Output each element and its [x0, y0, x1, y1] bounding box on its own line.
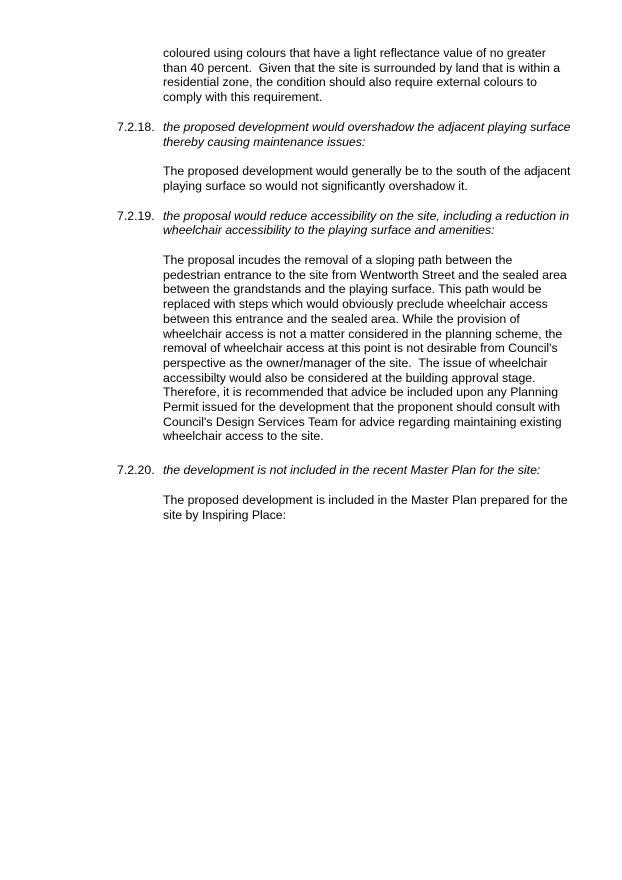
section-number: 7.2.20. — [117, 463, 155, 478]
section-heading: the proposal would reduce accessibility on the site, including a reduction in wheelchair accessibility to the playing surface and amenities: — [163, 208, 573, 238]
section-paragraph: The proposed development is included in the Master Plan prepared for the site by Inspiring Place: — [163, 492, 572, 522]
section-number: 7.2.18. — [117, 119, 155, 134]
section-heading: the proposed development would overshadow the adjacent playing surface thereby causing maintenance issues: — [163, 119, 574, 149]
section-heading-row — [117, 209, 573, 238]
section-heading-row — [117, 120, 573, 149]
section-7-2-20 — [117, 463, 577, 522]
section-heading-row — [117, 463, 573, 478]
section-number: 7.2.19. — [117, 208, 155, 223]
intro-paragraph: coloured using colours that have a light reflectance value of no greater than 40 percent. Given that the site is surrounded by land that is within a residential zone, the condition should also require external colours to comply with this requirement. — [163, 46, 564, 105]
section-heading: the development is not included in the recent Master Plan for the site: — [163, 463, 541, 478]
section-paragraph: The proposal incudes the removal of a sloping path between the pedestrian entrance to the site from Wentworth Street and the sealed area between the grandstands and the playing surface. This path would be replaced with steps which would obviously preclude wheelchair access between this entrance and the sealed area. While the provision of wheelchair access is not a matter considered in the planning scheme, the removal of wheelchair access at this point is not desirable from Council's perspective as the owner/manager of the site. The issue of wheelchair accessibilty would also be considered at the building approval stage. Therefore, it is recommended that advice be included upon any Planning Permit issued for the development that the proponent should consult with Council's Design Services Team for advice regarding maintaining existing wheelchair access to the site. — [163, 253, 571, 444]
section-7-2-19 — [117, 209, 577, 445]
section-paragraph: The proposed development would generally be to the south of the adjacent playing surface so would not significantly overshadow it. — [163, 164, 574, 193]
section-7-2-18 — [117, 120, 577, 194]
